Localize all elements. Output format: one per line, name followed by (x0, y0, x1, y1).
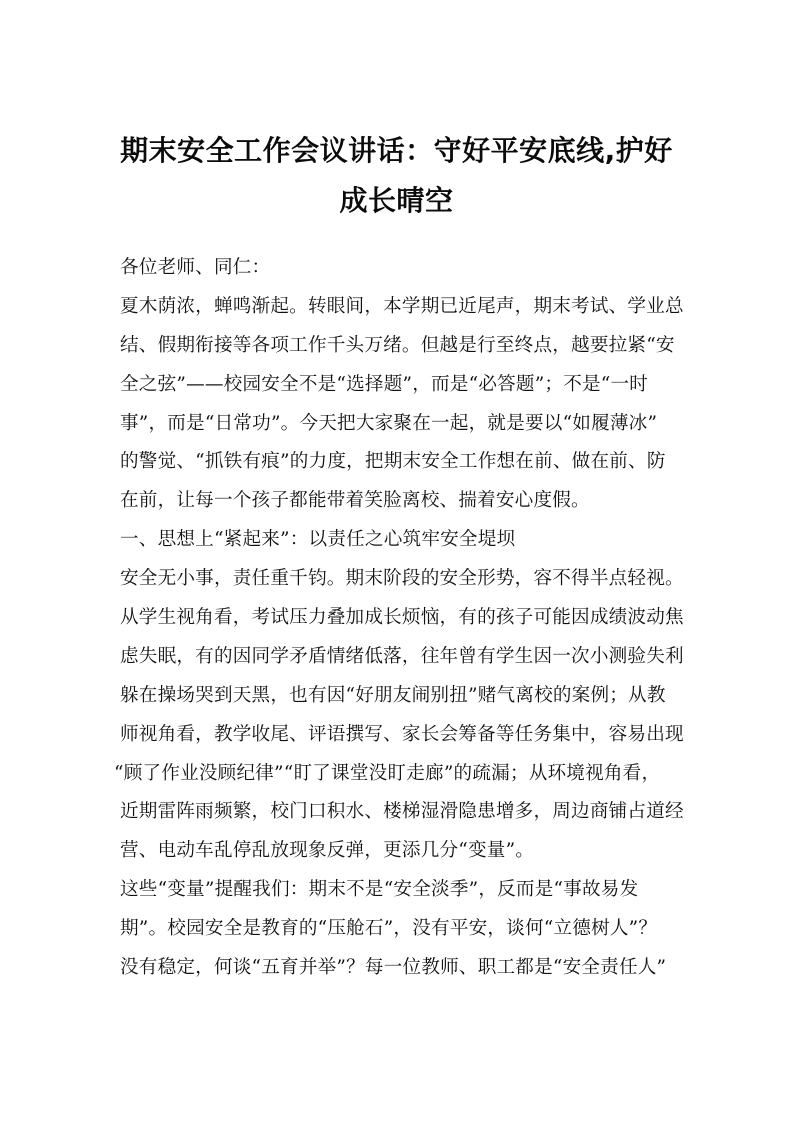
text-line: 虑失眠，有的因同学矛盾情绪低落，往年曾有学生因一次小测验失利 (120, 645, 684, 667)
text-line: 事”，而是“日常功”。今天把大家聚在一起，就是要以“如履薄冰” (120, 412, 658, 434)
text-line: 从学生视角看，考试压力叠加成长烦恼，有的孩子可能因成绩波动焦 (120, 607, 684, 629)
text-line: 在前，让每一个孩子都能带着笑脸离校、揣着安心度假。 (120, 490, 590, 512)
title-line-1: 期末安全工作会议讲话：守好平安底线,护好 (120, 134, 673, 167)
text-line: 结、假期衔接等各项工作千头万绪。但越是行至终点，越要拉紧“安 (120, 334, 675, 356)
paragraph-section-1 (114, 560, 684, 871)
section-heading-text: 一、思想上“紧起来”：以责任之心筑牢安全堤坝 (120, 529, 516, 551)
document-body (114, 249, 684, 988)
text-line: 这些“变量”提醒我们：期末不是“安全淡季”，反而是“事故易发 (120, 879, 639, 901)
text-line: “顾了作业没顾纪律”“盯了课堂没盯走廊”的疏漏；从环境视角看， (114, 762, 661, 784)
section-heading-1 (120, 521, 680, 560)
text-line: 全之弦”——校园安全不是“选择题”，而是“必答题”；不是“一时 (120, 373, 649, 395)
document-title (100, 126, 693, 226)
text-line: 营、电动车乱停乱放现象反弹，更添几分“变量”。 (120, 840, 535, 862)
text-line: 躲在操场哭到天黑，也有因“好朋友闹别扭”赌气离校的案例；从教 (120, 684, 666, 706)
text-line: 没有稳定，何谈“五育并举”？每一位教师、职工都是“安全责任人” (120, 957, 667, 979)
paragraph-intro (120, 288, 684, 521)
salutation: 各位老师、同仁： (120, 257, 271, 278)
text-line: 近期雷阵雨频繁，校门口积水、楼梯湿滑隐患增多，周边商铺占道经 (120, 801, 684, 823)
text-line: 的警觉、“抓铁有痕”的力度，把期末安全工作想在前、做在前、防 (120, 451, 666, 473)
text-line: 安全无小事，责任重千钧。期末阶段的安全形势，容不得半点轻视。 (120, 568, 684, 590)
paragraph-variables (120, 871, 680, 988)
text-line: 期”。校园安全是教育的“压舱石”，没有平安，谈何“立德树人”？ (120, 918, 658, 940)
title-line-2: 成长晴空 (339, 184, 454, 217)
text-line: 夏木荫浓，蝉鸣渐起。转眼间，本学期已近尾声，期末考试、学业总 (120, 295, 684, 317)
text-line: 师视角看，教学收尾、评语撰写、家长会筹备等任务集中，容易出现 (120, 723, 684, 745)
